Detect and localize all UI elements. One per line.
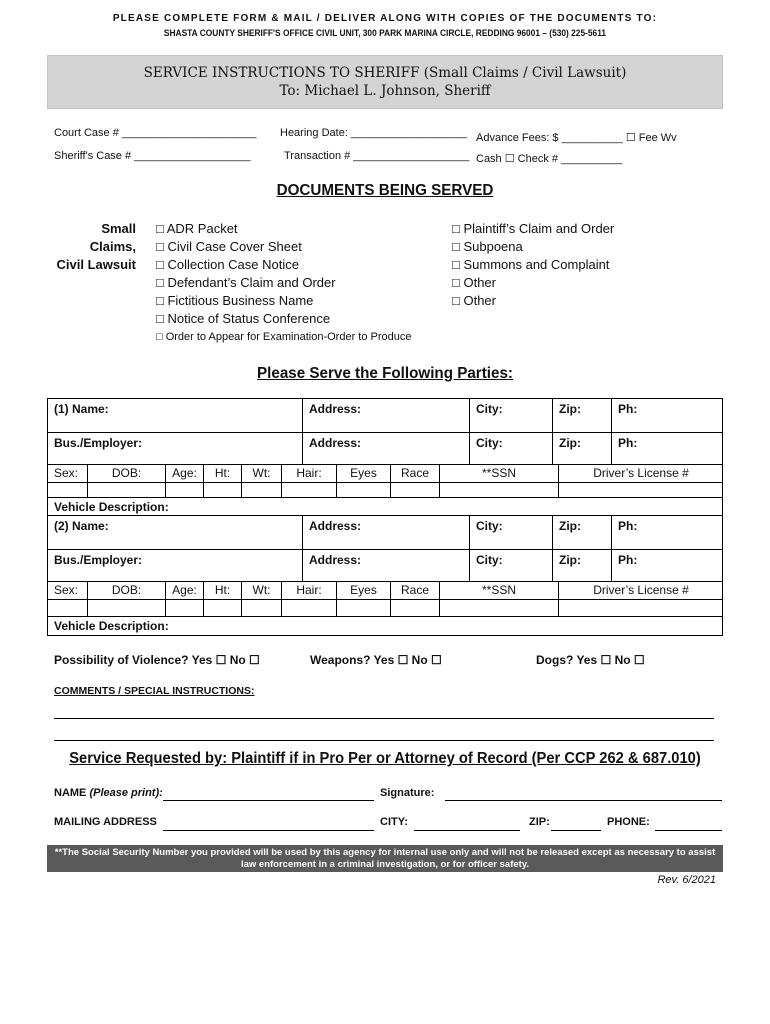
court-case-field[interactable]: Court Case # ______________________ [54, 127, 257, 139]
party-2-sex-label: Sex: [54, 583, 79, 597]
category-line-1: Small Claims, [89, 221, 136, 254]
doc-checkbox-plaintiffs-claim[interactable]: □ Plaintiff’s Claim and Order [452, 221, 615, 236]
party-2-employer-city-field[interactable]: City: [469, 550, 552, 581]
party-1-ssn-input[interactable] [439, 483, 558, 497]
hearing-date-field[interactable]: Hearing Date: ___________________ [280, 127, 468, 139]
party-1-table [47, 398, 723, 516]
doc-checkbox-adr-packet[interactable]: □ ADR Packet [156, 221, 238, 236]
party-1-dob-label: DOB: [87, 465, 165, 482]
party-1-employer-address-field[interactable]: Address: [302, 433, 469, 464]
documents-left-list [156, 220, 412, 346]
ssn-notice-line-1: **The Social Security Number you provided will be used by this agency for internal use only and will not be released except as necessary to assist [54, 847, 716, 858]
doc-checkbox-order-to-appear[interactable]: □ Order to Appear for Examination-Order to Produce [156, 331, 412, 343]
party-2-hair-input[interactable] [281, 600, 336, 616]
city-input-line[interactable] [414, 830, 520, 831]
party-2-dob-input[interactable] [87, 600, 165, 616]
doc-checkbox-defendants-claim[interactable]: □ Defendant’s Claim and Order [156, 275, 336, 290]
party-2-race-input[interactable] [390, 600, 439, 616]
phone-label: PHONE: [607, 816, 650, 828]
party-2-sex-input[interactable] [48, 600, 87, 616]
mailing-address-input-line[interactable] [163, 830, 374, 831]
party-1-city-field[interactable]: City: [469, 399, 552, 432]
doc-checkbox-summons[interactable]: □ Summons and Complaint [452, 257, 610, 272]
party-1-phone-field[interactable]: Ph: [611, 399, 723, 432]
form-title: SERVICE INSTRUCTIONS TO SHERIFF (Small Claims / Civil Lawsuit) [143, 65, 627, 81]
party-2-table [47, 515, 723, 636]
party-2-wt-label: Wt: [241, 582, 281, 599]
party-1-vehicle-field[interactable]: Vehicle Description: [54, 500, 169, 514]
party-2-address-field[interactable]: Address: [302, 516, 469, 549]
party-2-ssn-label: **SSN [439, 582, 558, 599]
ssn-notice-line-2: law enforcement in a criminal investigation, or for officer safety. [240, 859, 530, 870]
party-1-ht-label: Ht: [203, 465, 241, 482]
party-1-ssn-label: **SSN [439, 465, 558, 482]
party-2-employer-field[interactable]: Bus./Employer: [54, 553, 143, 567]
name-label-text: NAME [54, 787, 87, 799]
doc-checkbox-civil-cover-sheet[interactable]: □ Civil Case Cover Sheet [156, 239, 302, 254]
weapons-question[interactable]: Weapons? Yes ☐ No ☐ [310, 653, 442, 667]
party-1-age-input[interactable] [165, 483, 203, 497]
doc-checkbox-fictitious-business[interactable]: □ Fictitious Business Name [156, 293, 314, 308]
party-1-sex-input[interactable] [48, 483, 87, 497]
party-1-race-input[interactable] [390, 483, 439, 497]
party-2-age-input[interactable] [165, 600, 203, 616]
party-2-ht-label: Ht: [203, 582, 241, 599]
zip-label: ZIP: [529, 816, 550, 828]
party-1-dob-input[interactable] [87, 483, 165, 497]
documents-right-list [452, 220, 614, 310]
party-2-employer-address-field[interactable]: Address: [302, 550, 469, 581]
party-1-wt-input[interactable] [241, 483, 281, 497]
comments-line-2[interactable] [54, 740, 714, 741]
party-1-ht-input[interactable] [203, 483, 241, 497]
party-1-hair-label: Hair: [281, 465, 336, 482]
party-1-eyes-label: Eyes [336, 465, 390, 482]
name-label-hint: (Please print): [89, 787, 163, 799]
doc-checkbox-status-conference[interactable]: □ Notice of Status Conference [156, 311, 331, 326]
party-1-race-label: Race [390, 465, 439, 482]
party-2-city-field[interactable]: City: [469, 516, 552, 549]
mailing-address-label: MAILING ADDRESS [54, 816, 157, 828]
party-2-name-field[interactable]: (2) Name: [54, 519, 109, 533]
zip-input-line[interactable] [551, 830, 601, 831]
doc-checkbox-collection-notice[interactable]: □ Collection Case Notice [156, 257, 299, 272]
document-category [54, 220, 136, 274]
party-1-employer-phone-field[interactable]: Ph: [611, 433, 723, 464]
party-2-vehicle-field[interactable]: Vehicle Description: [54, 619, 169, 633]
party-2-age-label: Age: [165, 582, 203, 599]
party-2-zip-field[interactable]: Zip: [552, 516, 611, 549]
signature-label: Signature: [380, 787, 435, 799]
dogs-question[interactable]: Dogs? Yes ☐ No ☐ [536, 653, 645, 667]
party-2-race-label: Race [390, 582, 439, 599]
advance-fees-field[interactable]: Advance Fees: $ __________ ☐ Fee Wv [476, 132, 677, 144]
documents-heading: DOCUMENTS BEING SERVED [276, 182, 494, 199]
party-2-phone-field[interactable]: Ph: [611, 516, 723, 549]
party-2-employer-zip-field[interactable]: Zip: [552, 550, 611, 581]
comments-line-1[interactable] [54, 718, 714, 719]
party-1-dl-label: Driver’s License # [558, 465, 723, 482]
party-1-address-field[interactable]: Address: [302, 399, 469, 432]
sheriff-case-field[interactable]: Sheriff's Case # ___________________ [54, 150, 251, 162]
party-1-dl-input[interactable] [558, 483, 723, 497]
cash-check-field[interactable]: Cash ☐ Check # __________ [476, 153, 623, 165]
doc-checkbox-other-1[interactable]: □ Other [452, 275, 496, 290]
name-input-line[interactable] [163, 800, 374, 801]
party-1-employer-city-field[interactable]: City: [469, 433, 552, 464]
party-2-employer-phone-field[interactable]: Ph: [611, 550, 723, 581]
doc-checkbox-subpoena[interactable]: □ Subpoena [452, 239, 523, 254]
category-line-2: Civil Lawsuit [56, 257, 136, 272]
party-1-employer-field[interactable]: Bus./Employer: [54, 436, 143, 450]
party-1-eyes-input[interactable] [336, 483, 390, 497]
phone-input-line[interactable] [655, 830, 722, 831]
party-1-zip-field[interactable]: Zip: [552, 399, 611, 432]
party-1-name-field[interactable]: (1) Name: [54, 402, 109, 416]
party-2-wt-input[interactable] [241, 600, 281, 616]
party-2-dob-label: DOB: [87, 582, 165, 599]
comments-label: COMMENTS / SPECIAL INSTRUCTIONS: [54, 685, 255, 697]
title-box [47, 55, 723, 109]
party-1-age-label: Age: [165, 465, 203, 482]
party-1-wt-label: Wt: [241, 465, 281, 482]
party-2-ht-input[interactable] [203, 600, 241, 616]
party-1-hair-input[interactable] [281, 483, 336, 497]
parties-heading: Please Serve the Following Parties: [257, 365, 513, 382]
doc-checkbox-other-2[interactable]: □ Other [452, 293, 496, 308]
party-1-sex-label: Sex: [54, 466, 79, 480]
signature-input-line[interactable] [445, 800, 722, 801]
header-line-2: SHASTA COUNTY SHERIFF'S OFFICE CIVIL UNIT, 300 PARK MARINA CIRCLE, REDDING 96001 – (530) 225-5611 [163, 28, 607, 38]
transaction-field[interactable]: Transaction # ___________________ [284, 150, 470, 162]
party-2-ssn-input[interactable] [439, 600, 558, 616]
party-2-dl-label: Driver’s License # [558, 582, 723, 599]
name-label [54, 787, 163, 799]
party-2-hair-label: Hair: [281, 582, 336, 599]
revision-label: Rev. 6/2021 [657, 874, 716, 886]
party-1-employer-zip-field[interactable]: Zip: [552, 433, 611, 464]
party-2-dl-input[interactable] [558, 600, 723, 616]
party-2-eyes-label: Eyes [336, 582, 390, 599]
ssn-notice-banner [47, 845, 723, 872]
violence-question[interactable]: Possibility of Violence? Yes ☐ No ☐ [54, 653, 260, 667]
service-heading: Service Requested by: Plaintiff if in Pro Per or Attorney of Record (Per CCP 262 & 687.010) [69, 750, 701, 767]
party-2-eyes-input[interactable] [336, 600, 390, 616]
city-label: CITY: [380, 816, 408, 828]
header-line-1: PLEASE COMPLETE FORM & MAIL / DELIVER ALONG WITH COPIES OF THE DOCUMENTS TO: [112, 13, 658, 24]
form-subtitle: To: Michael L. Johnson, Sheriff [279, 83, 491, 99]
